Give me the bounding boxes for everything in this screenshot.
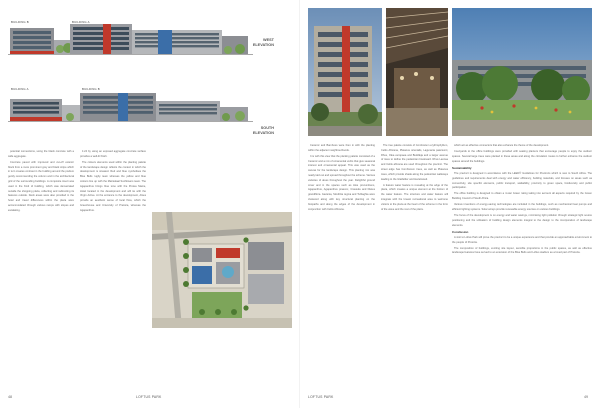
conclusion-heading: Conclusion	[452, 230, 469, 235]
building-tag: BUILDING B	[11, 20, 29, 24]
running-title: LOFTUS PARK	[308, 395, 334, 399]
paragraph: potential connections, using the black concrete with a wide aggregate.	[8, 150, 74, 158]
landscape-photo-svg	[452, 8, 592, 136]
interior-atrium-photo	[386, 8, 448, 136]
south-elevation-drawing	[8, 89, 266, 123]
paragraph: The precinct is designed in accordance with the LEED® Guidelines for Precincts which is new to South Africa. The guidelines and requirements deal with energy and water efficiency, building materials, and focuses on areas such as connectivity, site specific elements, public transport, walkability, proximity to green space, biodiversity and public participation.	[452, 171, 592, 190]
landscape-photo	[452, 8, 592, 136]
paragraph: The composition of buildings, exciting site layout, sensible proportions in the public spaces, as well as effective landscape features have served to an extension of the Blue Bulls and Loftus stadium as a loved part of Pretoria.	[452, 246, 592, 255]
building-tag: BUILDING B	[82, 87, 100, 91]
south-elevation-label: SOUTH ELEVATION	[252, 126, 274, 135]
paragraph: A feature water feature is revealing at the edge of the plaza, which creates a unique element at the bottom of the water feature. The structure and water feature will integrate with the lowest recreational area to welcome visitors to the plaza at the heart of the scheme in the form of the wave and the rest of the plaza.	[381, 183, 448, 211]
paragraph: The tree palette consists of Combretum erythrophyllum, Celtis Africana, Platanus orientalis, Lagunaria patersonii, Rhus, Olea europaea and Buddleja and a larger avenue of trees to define the pedestrian boulevard. Rhus Lancea and Celtis africana are used throughout the precinct. The street edge has Combretum trees, as well as Platanus trees, which provide shade along the pedestrian walkways leading to the Glatfelder and Hazelwood.	[381, 144, 448, 181]
left-text-column-1	[8, 150, 74, 236]
west-elevation-drawing	[8, 22, 266, 56]
paragraph: which act as effective connectors that also enhance the theme of the development.	[454, 144, 549, 147]
right-page	[300, 0, 600, 408]
west-elevation-label: WEST ELEVATION	[252, 38, 274, 47]
paragraph: It is with this view that the planting palette consisted of a Ceramic and a mix of ornamental verbs that give seasonal interest and ornamental appeal. This was used as the canvas for the landscape design. This planting mix was neatly laid out and spread throughout the scheme. Various varieties of aloes throughout the year. Delightful ground cover and in the spaces such as Aloe procumbens, Agapanthus, Agapanthus praecox, Crassula and Dietes grandiflora. Gazania, Strelitzia regina and Tulbaghia were clustered along with key structural planting on the footpaths and along the edges of the development in conjunction with Celtis Africana.	[308, 154, 376, 211]
paragraph: 1:24 by using an exposed aggregate concrete surface provides a well-lit finish.	[80, 150, 146, 158]
building-tag: BUILDING A	[11, 87, 29, 91]
south-elevation-svg	[8, 89, 266, 123]
west-elevation-svg	[8, 22, 266, 56]
page-number: 49	[584, 395, 588, 399]
paragraph: The focus of the development is on energy and water savings, minimising light pollution through strategic light source positioning and the utilisation of building design elements integral to the design to the incorporation of landscape elements.	[452, 213, 592, 227]
running-title: LOFTUS PARK	[136, 395, 162, 399]
page-number: 48	[8, 395, 12, 399]
paragraph: Various inventions of energy-saving technologies are included in the buildings, such as mechanical heat pumps and efficient lighting systems. Solar arrays provide renewable energy sources on various buildings.	[452, 203, 592, 211]
exterior-photo-svg	[308, 8, 382, 136]
paragraph: Concrete paved with improved and cut-off exterior block from a more prominent grey and black stripe which in turn creates contrast in the building around the podium gently recommending the column and in the architectural grid of the surrounding buildings. A composite insert was used in the Kind of building, which was demarcated outside the shopping plaza, collecting and redirecting its features outside. Deck areas were also provided in the hotel and travel differences within the plaza were accommodated through various ramps with slopes and escalating.	[8, 160, 74, 212]
right-text-column-2	[452, 144, 592, 394]
site-plan-map	[152, 212, 292, 328]
left-text-column-2	[80, 150, 146, 236]
paragraph: A visit to Loftus Park will prove the precinct to be a unique experience and that provide an approachable environment to the people of Pretoria.	[452, 235, 592, 244]
paragraph: The office building is designed to obtain a 4-star Green rating taking into account all aspects required by the Green Building Council of South Africa.	[452, 192, 592, 201]
building-exterior-photo	[308, 8, 382, 136]
paragraph: Ceramic and Bambuso were then in with the planting within the adjacent neighbourhoods.	[308, 144, 375, 152]
right-text-column-1	[308, 144, 448, 394]
interior-photo-svg	[386, 8, 448, 136]
paragraph: The colours elements used within the planting palette of the landscape design reflects the context in which the development is situated. Red and blue symbolises the Blue Bulls rugby team whereas the yellow and blue colours line up with the Matriekaal Sunflowers team. The Agapanthus brings blue tone with the Protea Manie, Hotel located in the development and will tie with the Virgin Active. At the entrance to the development, Aloes provide an aesthetic sense of local flora, which the Greenhouse and University of Pretoria, whereas the Agapanthus.	[80, 160, 146, 212]
building-tag: BUILDING A	[72, 20, 90, 24]
site-plan-svg	[152, 212, 292, 328]
paragraph: Courtyards to the office buildings were provided with seating planters that encourage people to enjoy the outdoor spaces. Several large trees were planted in these areas and along the circulation routes to further enhance the outdoor spaces around the buildings.	[452, 149, 592, 163]
sustainability-heading: Sustainability	[452, 166, 472, 171]
